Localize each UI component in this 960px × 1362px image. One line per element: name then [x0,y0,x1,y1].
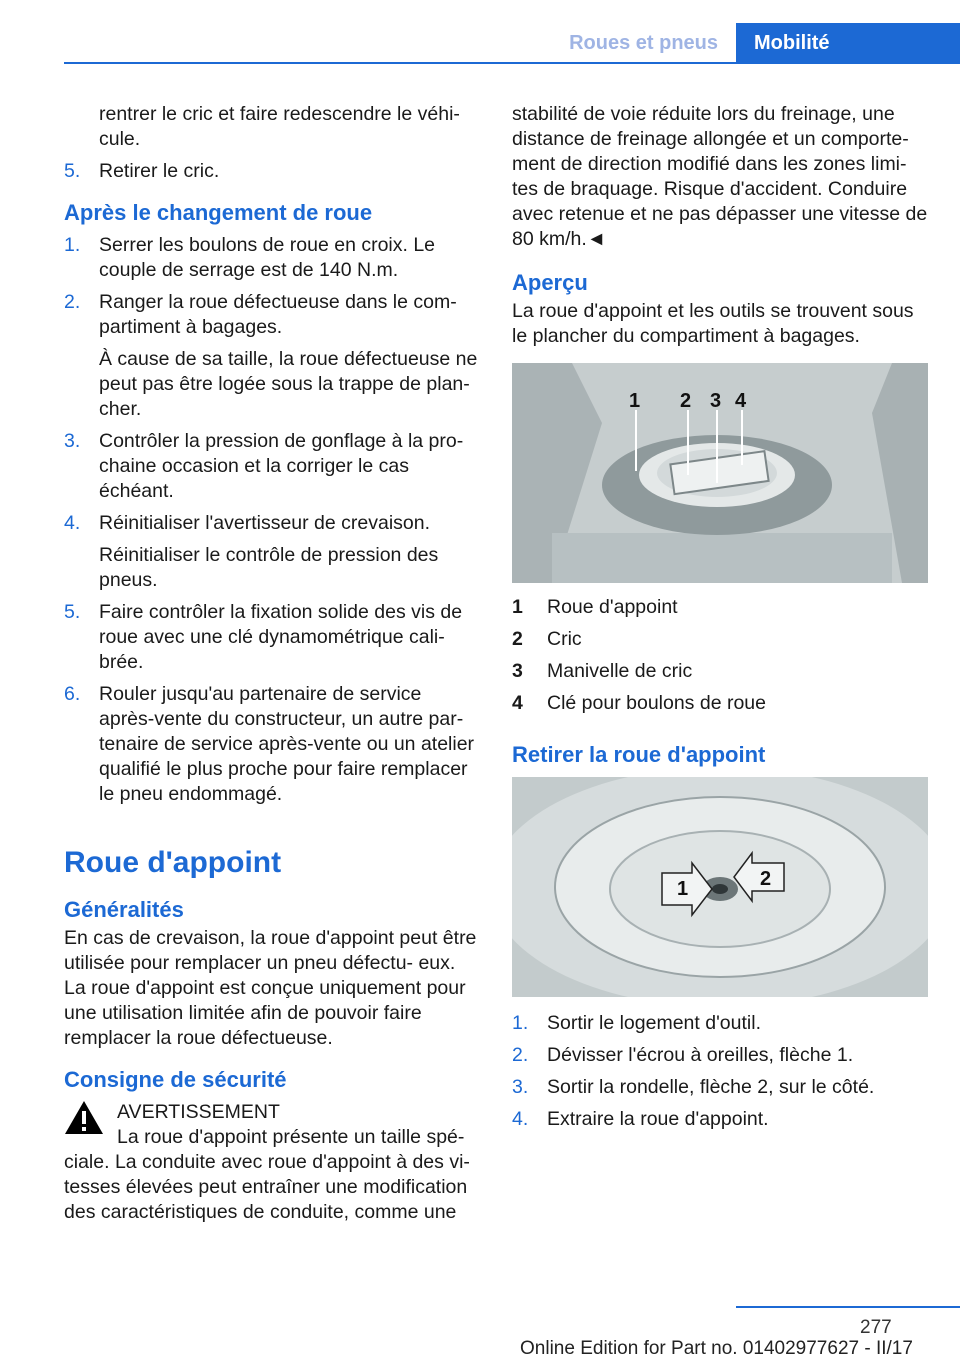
legend-item [512,691,928,716]
warning-triangle-icon [64,1100,104,1135]
step-number: 3. [512,1076,529,1098]
legend-number: 4 [512,692,523,714]
step-text: Extraire la roue d'appoint. [547,1108,769,1130]
legend-item [512,595,928,620]
step-number: 1. [512,1012,529,1034]
warning-text: ciale. La conduite avec roue d'appoint à des vi‐ tesses élevées peut entraîner une modification des caractéristiques de conduite, comme une [64,1151,470,1223]
step-number: 1. [64,234,81,256]
legend-number: 1 [512,596,523,618]
warning-label: AVERTISSEMENT [117,1101,280,1123]
list-item [64,429,480,504]
list-item [64,233,480,283]
step-number: 5. [64,601,81,623]
spare-wheel-overview-figure [512,363,928,583]
step-text: Dévisser l'écrou à oreilles, flèche 1. [547,1044,854,1066]
legend-number: 3 [512,660,523,682]
step-text: Réinitialiser l'avertisseur de crevaison. [99,512,431,534]
list-item [64,600,480,675]
step-number: 4. [512,1108,529,1130]
warning-block [64,1100,480,1150]
step-text: Sortir la rondelle, flèche 2, sur le côté. [547,1076,875,1098]
step-text: Contrôler la pression de gonflage à la pro‐ chaine occasion et la corriger le cas échéant. [99,430,464,502]
list-item [64,682,480,807]
legend-text: Manivelle de cric [547,660,693,682]
step-note: Réinitialiser le contrôle de pression des pneus. [99,544,439,591]
general-heading: Généralités [64,897,184,922]
after-change-heading: Après le changement de roue [64,200,373,225]
step-text: Retirer le cric. [99,160,220,182]
step-text: Rouler jusqu'au partenaire de service après-vente du constructeur, un autre par‐ tenaire de service après-vente ou un atelier qualifié le plus proche pour faire remplacer le pneu endommagé. [99,683,475,805]
figure-callout: 1 [677,878,689,900]
list-item [512,1075,928,1100]
header-rule [64,62,960,64]
overview-heading: Aperçu [512,270,588,295]
step-number: 2. [512,1044,529,1066]
figure-callout: 1 [629,390,641,412]
footer-rule [736,1306,960,1308]
safety-heading: Consigne de sécurité [64,1067,287,1092]
list-item [512,1011,928,1036]
left-column [64,98,480,1232]
general-paragraph: En cas de crevaison, la roue d'appoint peut être utilisée pour remplacer un pneu défectu‐ eux. La roue d'appoint est conçue uniquement pour une utilisation limitée afin de pouvoir faire remplacer la roue défectueuse. [64,927,477,1049]
step-number: 5. [64,160,81,182]
right-column [512,98,928,1139]
main-heading: Roue d'appoint [64,846,282,879]
step-number: 3. [64,430,81,452]
figure-callout: 3 [710,390,722,412]
legend-number: 2 [512,628,523,650]
list-item [64,511,480,536]
step-note: À cause de sa taille, la roue défectueuse ne peut pas être logée sous la trappe de plan‐ cher. [99,348,478,420]
page-number: 277 [860,1317,892,1338]
remove-spare-heading: Retirer la roue d'appoint [512,742,766,767]
figure-callout: 2 [760,868,772,890]
figure-callout: 4 [735,390,747,412]
step-number: 2. [64,291,81,313]
list-item [64,159,480,184]
step-number: 6. [64,683,81,705]
warning-first-line: La roue d'appoint présente un taille spé‐ [117,1126,465,1148]
step-text: Faire contrôler la fixation solide des vis de roue avec une clé dynamométrique cali‐ brée. [99,601,463,673]
legend-text: Cric [547,628,582,650]
list-item [64,290,480,340]
step-number: 4. [64,512,81,534]
legend-item [512,627,928,652]
step-text: Ranger la roue défectueuse dans le com‐ partiment à bagages. [99,291,457,338]
warning-continuation: stabilité de voie réduite lors du freinage, une distance de freinage allongée et un comporte‐ ment de direction modifié dans les zones limi‐ tes de braquage. Risque d'accident. Conduire avec retenue et ne pas dépasser une vitesse de 80 km/h.◄ [512,103,928,250]
legend-text: Clé pour boulons de roue [547,692,766,714]
page-header [551,23,960,63]
remove-spare-wheel-figure [512,777,928,997]
header-section-title: Roues et pneus [569,32,718,54]
edition-footer: Online Edition for Part no. 01402977627 - II/17 [520,1338,913,1359]
legend-item [512,659,928,684]
list-item [512,1107,928,1132]
overview-paragraph: La roue d'appoint et les outils se trouvent sous le plancher du compartiment à bagages. [512,300,914,347]
step-text: Serrer les boulons de roue en croix. Le couple de serrage est de 140 N.m. [99,234,436,281]
continued-step-text: rentrer le cric et faire redescendre le véhi‐ cule. [99,103,460,150]
figure-callout: 2 [680,390,692,412]
header-chapter-tab: Mobilité [736,23,960,63]
step-text: Sortir le logement d'outil. [547,1012,761,1034]
legend-text: Roue d'appoint [547,596,678,618]
list-item [512,1043,928,1068]
